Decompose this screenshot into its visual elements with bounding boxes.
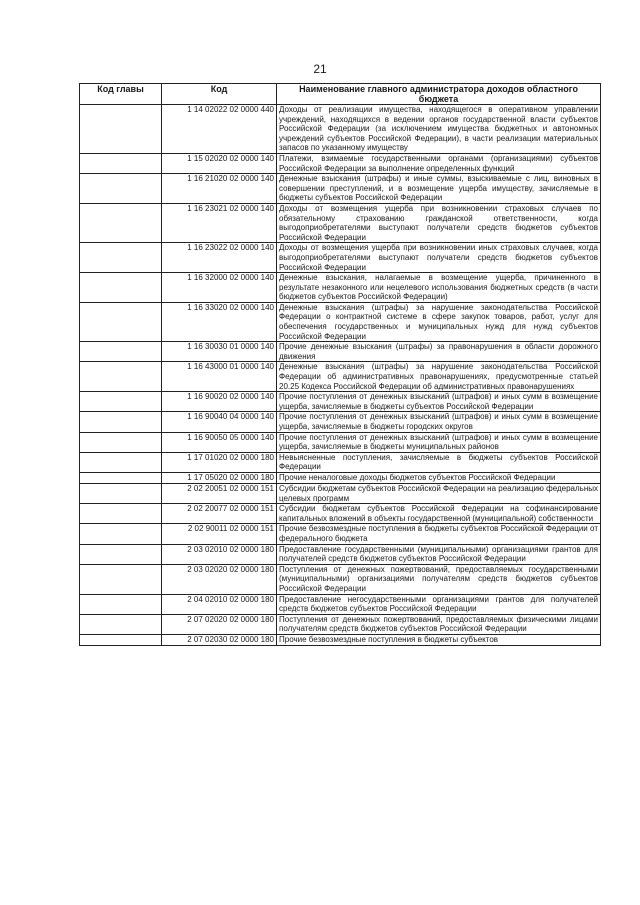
table-row (80, 412, 601, 432)
chapter-cell (80, 302, 162, 341)
chapter-cell (80, 524, 162, 544)
chapter-cell (80, 564, 162, 594)
code-cell: 2 03 02020 02 0000 180 (162, 564, 277, 594)
chapter-cell (80, 203, 162, 242)
code-cell: 1 16 32000 02 0000 140 (162, 273, 277, 303)
code-cell: 2 07 02030 02 0000 180 (162, 634, 277, 645)
code-cell: 1 16 90020 02 0000 140 (162, 392, 277, 412)
chapter-cell (80, 392, 162, 412)
name-cell: Денежные взыскания (штрафы) и иные суммы, взыскиваемые с лиц, виновных в совершении преступлений, и в возмещение ущерба имуществу, зачисляемые в бюджеты субъектов Российской Федерации (277, 174, 601, 204)
chapter-cell (80, 452, 162, 472)
name-cell: Денежные взыскания, налагаемые в возмещение ущерба, причиненного в результате незаконного или нецелевого использования бюджетных средств (в части бюджетов субъектов Российской Федерации) (277, 273, 601, 303)
code-cell: 1 16 90050 05 0000 140 (162, 432, 277, 452)
code-cell: 1 17 05020 02 0000 180 (162, 472, 277, 483)
table-row (80, 342, 601, 362)
chapter-cell (80, 273, 162, 303)
table-row (80, 594, 601, 614)
chapter-cell (80, 472, 162, 483)
table-row (80, 105, 601, 154)
name-cell: Прочие неналоговые доходы бюджетов субъектов Российской Федерации (277, 472, 601, 483)
name-cell: Прочие поступления от денежных взысканий (штрафов) и иных сумм в возмещение ущерба, зачисляемые в бюджеты субъектов Российской Федерации (277, 392, 601, 412)
name-cell: Прочие безвозмездные поступления в бюджеты субъектов (277, 634, 601, 645)
name-cell: Субсидии бюджетам субъектов Российской Федерации на реализацию федеральных целевых программ (277, 483, 601, 503)
chapter-cell (80, 544, 162, 564)
code-cell: 1 16 90040 04 0000 140 (162, 412, 277, 432)
table-row (80, 243, 601, 273)
table-row (80, 452, 601, 472)
table-row (80, 504, 601, 524)
chapter-cell (80, 243, 162, 273)
chapter-cell (80, 153, 162, 173)
table-row (80, 544, 601, 564)
code-cell: 2 03 02010 02 0000 180 (162, 544, 277, 564)
code-cell: 2 07 02020 02 0000 180 (162, 614, 277, 634)
name-cell: Поступления от денежных пожертвований, предоставляемых физическими лицами получателям средств бюджетов субъектов Российской Федерации (277, 614, 601, 634)
name-cell: Доходы от возмещения ущерба при возникновении иных страховых случаев, когда выгодоприобретателями выступают получатели средств бюджетов субъектов Российской Федерации (277, 243, 601, 273)
header-chapter-code: Код главы (80, 84, 162, 105)
name-cell: Денежные взыскания (штрафы) за нарушение законодательства Российской Федерации о контрактной системе в сфере закупок товаров, работ, услуг для обеспечения государственных и муниципальных нужд для нужд субъектов Российской Федерации (277, 302, 601, 341)
revenue-administrators-table (79, 83, 601, 646)
code-cell: 1 16 33020 02 0000 140 (162, 302, 277, 341)
name-cell: Доходы от возмещения ущерба при возникновении страховых случаев по обязательному страхованию гражданской ответственности, когда выгодоприобретателями выступают получатели средств бюджетов субъектов Российской Федерации (277, 203, 601, 242)
code-cell: 1 16 23021 02 0000 140 (162, 203, 277, 242)
code-cell: 1 16 23022 02 0000 140 (162, 243, 277, 273)
table-row (80, 634, 601, 645)
table-row (80, 564, 601, 594)
table-row (80, 483, 601, 503)
name-cell: Прочие поступления от денежных взысканий (штрафов) и иных сумм в возмещение ущерба, зачисляемые в бюджеты муниципальных районов (277, 432, 601, 452)
chapter-cell (80, 594, 162, 614)
table-row (80, 524, 601, 544)
name-cell: Предоставление государственными (муниципальными) организациями грантов для получателей средств бюджетов субъектов Российской Федерации (277, 544, 601, 564)
name-cell: Доходы от реализации имущества, находящегося в оперативном управлении учреждений, находящихся в ведении органов государственной власти субъектов Российской Федерации (за исключением имущества бюджетных и автономных учреждений субъектов Российской Федерации), в части реализации материальных запасов по указанному имуществу (277, 105, 601, 154)
name-cell: Субсидии бюджетам субъектов Российской Федерации на софинансирование капитальных вложений в объекты государственной (муниципальной) собственности (277, 504, 601, 524)
chapter-cell (80, 342, 162, 362)
table-row (80, 153, 601, 173)
table-row (80, 273, 601, 303)
chapter-cell (80, 483, 162, 503)
chapter-cell (80, 362, 162, 392)
table-row (80, 362, 601, 392)
code-cell: 1 14 02022 02 0000 440 (162, 105, 277, 154)
table-row (80, 174, 601, 204)
chapter-cell (80, 174, 162, 204)
name-cell: Денежные взыскания (штрафы) за нарушение законодательства Российской Федерации об административных правонарушениях, предусмотренные статьей 20.25 Кодекса Российской Федерации об административных правонарушениях (277, 362, 601, 392)
code-cell: 2 02 20077 02 0000 151 (162, 504, 277, 524)
chapter-cell (80, 432, 162, 452)
table-row (80, 203, 601, 242)
name-cell: Предоставление негосударственными организациями грантов для получателей средств бюджетов субъектов Российской Федерации (277, 594, 601, 614)
chapter-cell (80, 614, 162, 634)
code-cell: 1 16 30030 01 0000 140 (162, 342, 277, 362)
code-cell: 2 02 20051 02 0000 151 (162, 483, 277, 503)
code-cell: 2 02 90011 02 0000 151 (162, 524, 277, 544)
table-row (80, 432, 601, 452)
code-cell: 1 15 02020 02 0000 140 (162, 153, 277, 173)
header-name: Наименование главного администратора доходов областного бюджета (277, 84, 601, 105)
name-cell: Прочие денежные взыскания (штрафы) за правонарушения в области дорожного движения (277, 342, 601, 362)
name-cell: Платежи, взимаемые государственными органами (организациями) субъектов Российской Федерации за выполнение определенных функций (277, 153, 601, 173)
name-cell: Невыясненные поступления, зачисляемые в бюджеты субъектов Российской Федерации (277, 452, 601, 472)
table-row (80, 472, 601, 483)
chapter-cell (80, 105, 162, 154)
header-code: Код (162, 84, 277, 105)
chapter-cell (80, 504, 162, 524)
page-number: 21 (313, 62, 327, 76)
name-cell: Поступления от денежных пожертвований, предоставляемых государственными (муниципальными) организациями получателям средств бюджетов субъектов Российской Федерации (277, 564, 601, 594)
table-row (80, 392, 601, 412)
table-body (80, 105, 601, 646)
chapter-cell (80, 634, 162, 645)
name-cell: Прочие безвозмездные поступления в бюджеты субъектов Российской Федерации от федерального бюджета (277, 524, 601, 544)
code-cell: 1 17 01020 02 0000 180 (162, 452, 277, 472)
table-row (80, 302, 601, 341)
name-cell: Прочие поступления от денежных взысканий (штрафов) и иных сумм в возмещение ущерба, зачисляемые в бюджеты городских округов (277, 412, 601, 432)
code-cell: 1 16 21020 02 0000 140 (162, 174, 277, 204)
code-cell: 1 16 43000 01 0000 140 (162, 362, 277, 392)
chapter-cell (80, 412, 162, 432)
table-header-row (80, 84, 601, 105)
table-row (80, 614, 601, 634)
code-cell: 2 04 02010 02 0000 180 (162, 594, 277, 614)
